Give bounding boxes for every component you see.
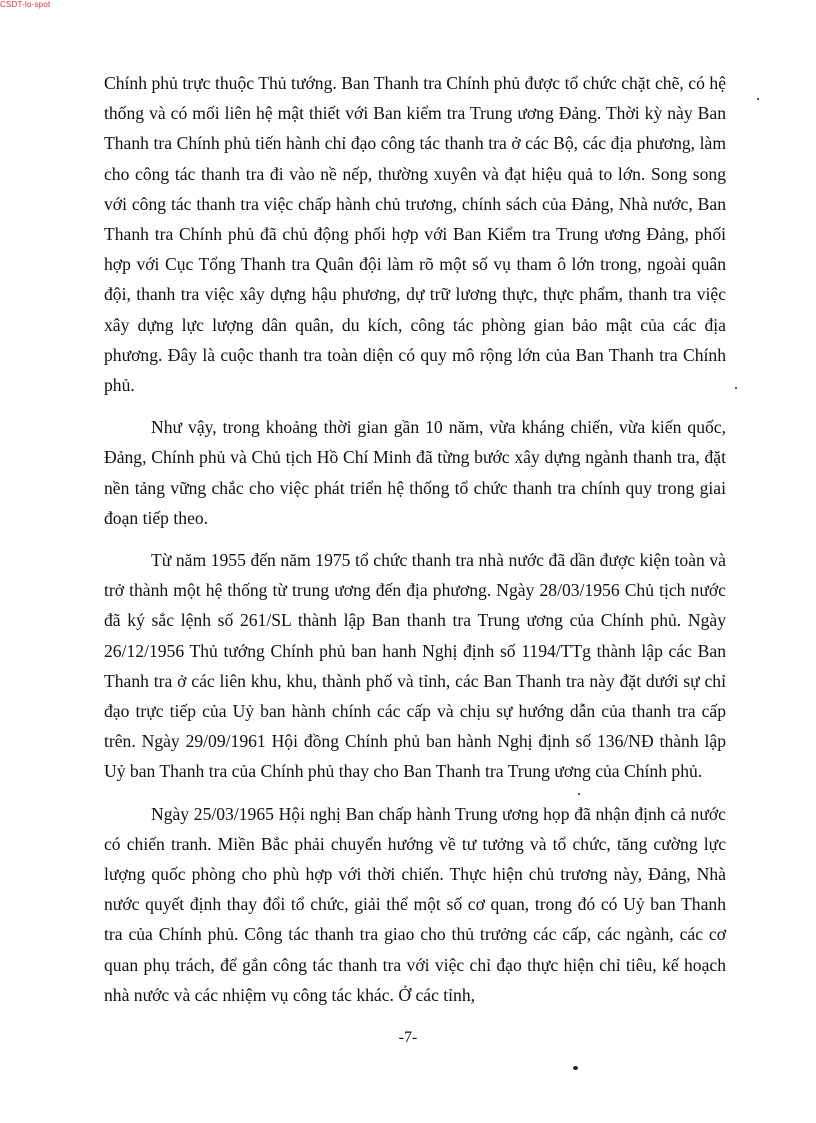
paragraph-3: Từ năm 1955 đến năm 1975 tổ chức thanh tra nhà nước đã dần được kiện toàn và trở thành một hệ thống từ trung ương đến địa phương. Ngày 28/03/1956 Chủ tịch nước đã ký sắc lệnh số 261/SL thành lập Ban thanh tra Trung ương của Chính phủ. Ngày 26/12/1956 Thủ tướng Chính phủ ban hanh Nghị định số 1194/TTg thành lập các Ban Thanh tra ở các liên khu, khu, thành phố và tỉnh, các Ban Thanh tra này đặt dưới sự chỉ đạo trực tiếp của Uỷ ban hành chính các cấp và chịu sự hướng dẫn của thanh tra cấp trên. Ngày 29/09/1961 Hội đồng Chính phủ ban hành Nghị định số 136/NĐ thành lập Uỷ ban Thanh tra của Chính phủ thay cho Ban Thanh tra Trung ương của Chính phủ. [104,550,726,782]
page-number: -7- [398,1029,418,1046]
scan-speck [735,387,737,389]
watermark-text: CSDT-lo-spot [0,0,51,9]
scan-speck [757,98,759,100]
paragraph-2: Như vậy, trong khoảng thời gian gần 10 năm, vừa kháng chiến, vừa kiến quốc, Đảng, Chính phủ và Chủ tịch Hồ Chí Minh đã từng bước xây dựng ngành thanh tra, đặt nền tảng vững chắc cho việc phát triển hệ thống tổ chức thanh tra chính quy trong giai đoạn tiếp theo. [104,417,726,528]
paragraph-1: Chính phủ trực thuộc Thủ tướng. Ban Thanh tra Chính phủ được tổ chức chặt chẽ, có hệ thống và có mối liên hệ mật thiết với Ban kiểm tra Trung ương Đảng. Thời kỳ này Ban Thanh tra Chính phủ tiến hành chỉ đạo công tác thanh tra ở các Bộ, các địa phương, làm cho công tác thanh tra đi vào nề nếp, thường xuyên và đạt hiệu quả to lớn. Song song với công tác thanh tra việc chấp hành chủ trương, chính sách của Đảng, Nhà nước, Ban Thanh tra Chính phủ đã chủ động phối hợp với Ban Kiểm tra Trung ương Đảng, phối hợp với Cục Tổng Thanh tra Quân đội làm rõ một số vụ tham ô lớn trong, ngoài quân đội, thanh tra việc xây dựng hậu phương, dự trữ lương thực, thực phẩm, thanh tra việc xây dựng lực lượng dân quân, du kích, công tác phòng gian bảo mật của các địa phương. Đây là cuộc thanh tra toàn diện có quy mô rộng lớn của Ban Thanh tra Chính phủ. [104,73,726,396]
document-body [104,68,726,1010]
scan-speck [573,1066,578,1070]
paragraph-4: Ngày 25/03/1965 Hội nghị Ban chấp hành Trung ương họp đã nhận định cả nước có chiến tranh. Miền Bắc phải chuyển hướng về tư tưởng và tổ chức, tăng cường lực lượng quốc phòng cho phù hợp với thời chiến. Thực hiện chủ trương này, Đảng, Nhà nước quyết định thay đổi tổ chức, giải thể một số cơ quan, trong đó có Uỷ ban Thanh tra của Chính phủ. Công tác thanh tra giao cho thủ trưởng các cấp, các ngành, các cơ quan phụ trách, để gắn công tác thanh tra với việc chỉ đạo thực hiện chỉ tiêu, kế hoạch nhà nước và các nhiệm vụ công tác khác. Ở các tỉnh, [104,803,726,1005]
scan-speck [578,793,580,795]
